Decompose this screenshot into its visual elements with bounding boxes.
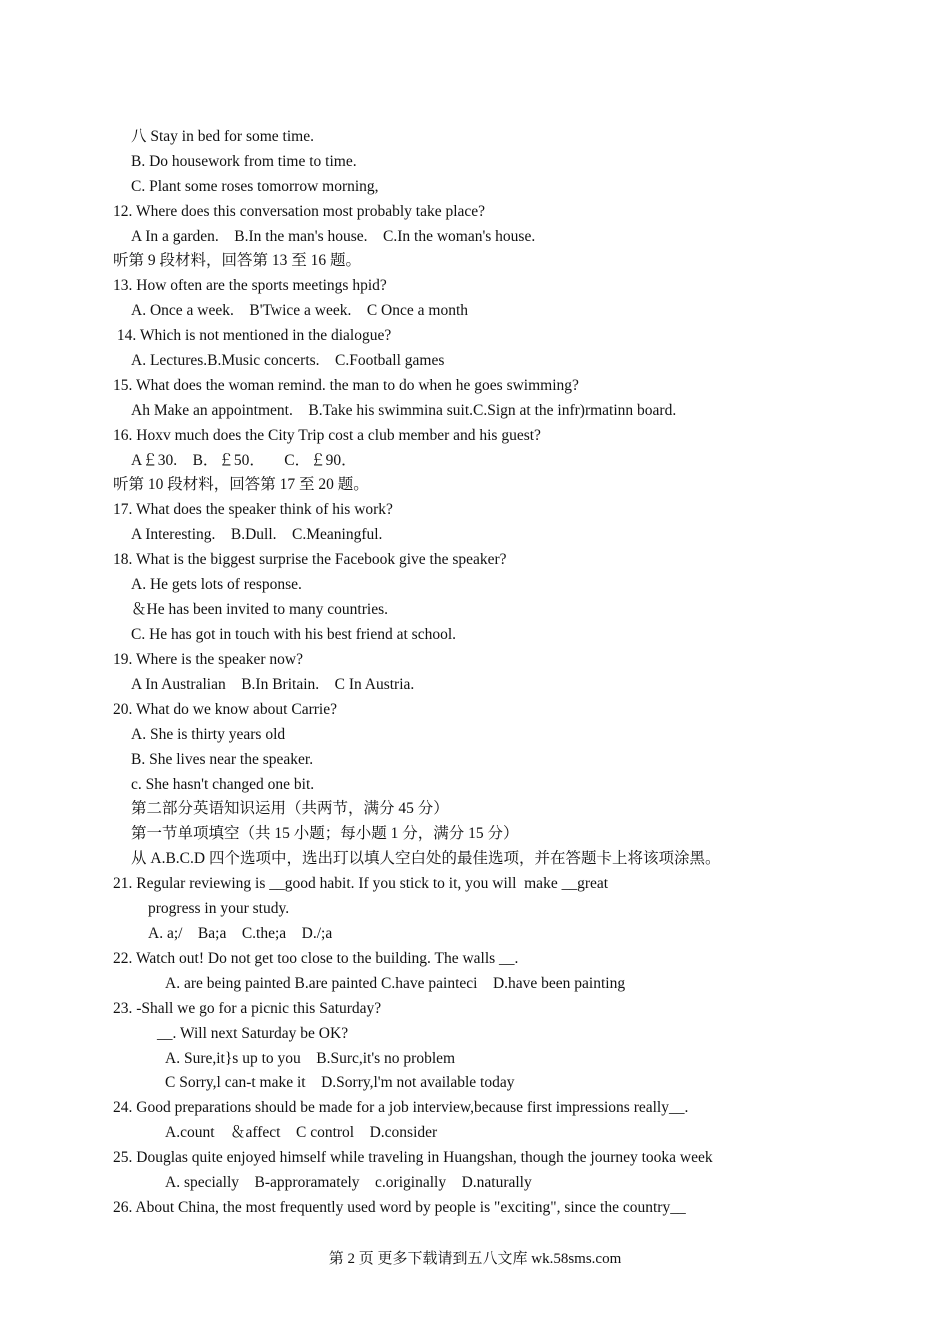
- option-line: A. He gets lots of response.: [131, 576, 302, 593]
- section-instruction: 从 A.B.C.D 四个选项中，选出玎以填人空白处的最佳选项，并在答题卡上将该项涂黑。: [131, 850, 721, 867]
- question-line: 23. -Shall we go for a picnic this Saturday?: [113, 1000, 382, 1017]
- option-line: A. a;/ Ba;a C.the;a D./;a: [148, 925, 333, 942]
- section-heading: 第二部分英语知识运用（共两节，满分 45 分）: [131, 800, 449, 817]
- question-line: 22. Watch out! Do not get too close to the building. The walls __.: [113, 950, 519, 967]
- question-line: 16. Hoxv much does the City Trip cost a club member and his guest?: [113, 427, 541, 444]
- question-line: 12. Where does this conversation most probably take place?: [113, 203, 486, 220]
- option-line: B. Do housework from time to time.: [131, 153, 357, 170]
- question-line: 17. What does the speaker think of his work?: [113, 501, 393, 518]
- option-line: A. Sure,it}s up to you B.Surc,it's no problem: [165, 1050, 456, 1067]
- question-line: 19. Where is the speaker now?: [113, 651, 303, 668]
- option-line: Ah Make an appointment. B.Take his swimmina suit.C.Sign at the infr)rmatinn board.: [131, 402, 677, 419]
- section-instruction: 听第 9 段材料，回答第 13 至 16 题。: [113, 252, 362, 269]
- option-line: A In Australian B.In Britain. C In Austria.: [131, 676, 415, 693]
- option-line: ＆He has been invited to many countries.: [131, 601, 388, 618]
- option-line: A In a garden. B.In the man's house. C.In the woman's house.: [131, 228, 536, 245]
- option-line: C. Plant some roses tomorrow morning,: [131, 178, 379, 195]
- option-line: A. Lectures.B.Music concerts. C.Football games: [131, 352, 445, 369]
- option-line: A. Once a week. B'Twice a week. C Once a month: [131, 302, 468, 319]
- section-heading: 第一节单项填空（共 15 小题；每小题 1 分，满分 15 分）: [131, 825, 519, 842]
- question-continuation: progress in your study.: [148, 900, 290, 917]
- page-footer: 第 2 页 更多下载请到五八文库 wk.58sms.com: [328, 1251, 622, 1267]
- question-line: 14. Which is not mentioned in the dialogue?: [113, 327, 392, 344]
- option-line: B. She lives near the speaker.: [131, 751, 314, 768]
- option-line: A. She is thirty years old: [131, 726, 286, 743]
- option-line: c. She hasn't changed one bit.: [131, 776, 315, 793]
- option-line: 八 Stay in bed for some time.: [131, 128, 314, 145]
- question-continuation: __. Will next Saturday be OK?: [157, 1025, 349, 1042]
- option-line: C Sorry,l can-t make it D.Sorry,l'm not available today: [165, 1074, 515, 1091]
- question-line: 15. What does the woman remind. the man to do when he goes swimming?: [113, 377, 579, 394]
- section-instruction: 听第 10 段材料，回答第 17 至 20 题。: [113, 476, 369, 493]
- question-line: 24. Good preparations should be made for a job interview,because first impressions really__.: [113, 1099, 689, 1116]
- question-line: 21. Regular reviewing is __good habit. If you stick to it, you will make __great: [113, 875, 609, 892]
- option-line: A￡30. B．￡50． C．￡90．: [131, 452, 357, 469]
- question-line: 13. How often are the sports meetings hpid?: [113, 277, 387, 294]
- option-line: A Interesting. B.Dull. C.Meaningful.: [131, 526, 383, 543]
- option-line: C. He has got in touch with his best friend at school.: [131, 626, 457, 643]
- question-line: 18. What is the biggest surprise the Facebook give the speaker?: [113, 551, 507, 568]
- question-line: 25. Douglas quite enjoyed himself while traveling in Huangshan, though the journey tooka week: [113, 1149, 713, 1166]
- option-line: A.count ＆affect C control D.consider: [165, 1124, 438, 1141]
- question-line: 26. About China, the most frequently used word by people is "exciting", since the country__: [113, 1199, 686, 1216]
- question-line: 20. What do we know about Carrie?: [113, 701, 337, 718]
- option-line: A. specially B-approramately c.originally D.naturally: [165, 1174, 532, 1191]
- option-line: A. are being painted B.are painted C.have painteci D.have been painting: [165, 975, 626, 992]
